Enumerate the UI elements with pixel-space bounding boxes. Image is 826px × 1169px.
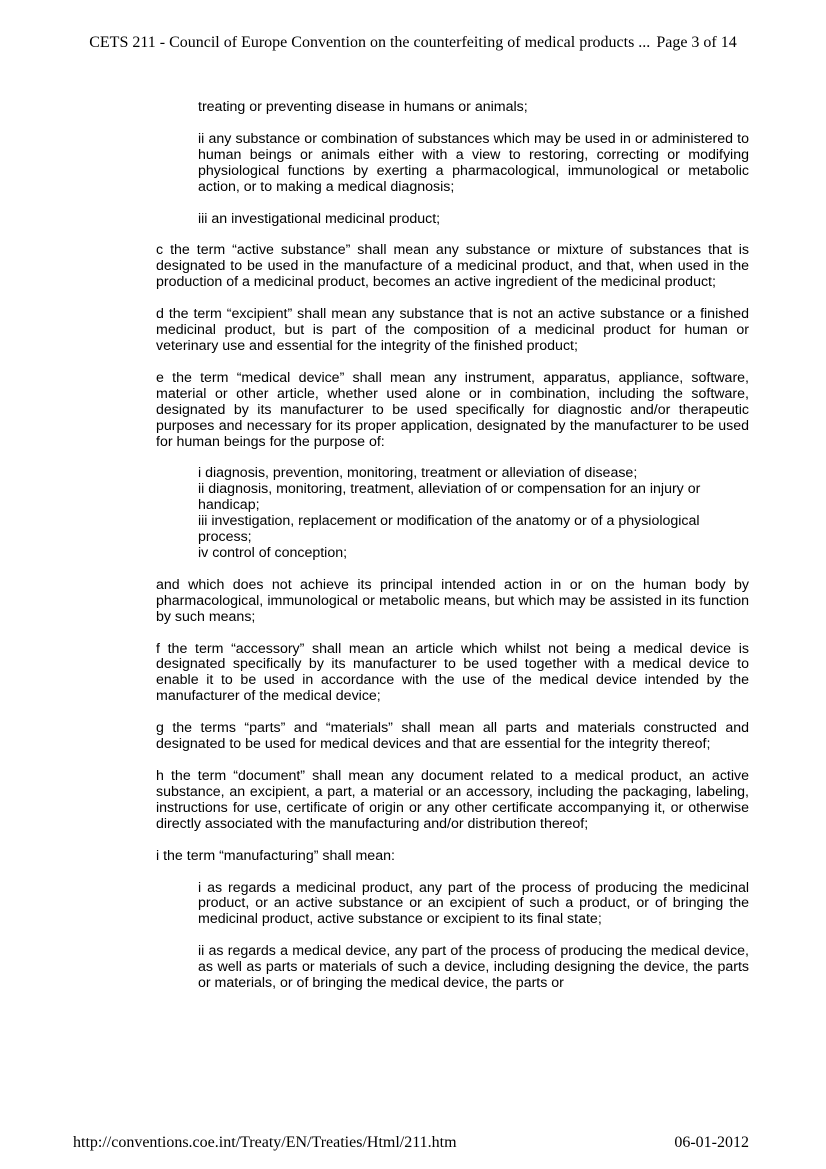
- footer-url: http://conventions.coe.int/Treaty/EN/Treaties/Html/211.htm: [73, 1134, 457, 1151]
- paragraph-f: f the term “accessory” shall mean an article which whilst not being a medical device is designated specifically by its manufacturer to be used together with a medical device to enable it to be used in accordance with the use of the medical device intended by the manufacturer of the medical device;: [156, 640, 749, 705]
- list-item: iv control of conception;: [198, 544, 348, 561]
- paragraph-e-tail: and which does not achieve its principal intended action in or on the human body by pharmacological, immunological or metabolic means, but which may be assisted in its function by such means;: [156, 576, 749, 625]
- list-item: iii investigation, replacement or modification of the anatomy or of a physiological process;: [198, 513, 700, 546]
- list-item: ii diagnosis, monitoring, treatment, alleviation of or compensation for an injury or handicap;: [198, 481, 701, 514]
- paragraph-b-iii: iii an investigational medicinal product;: [198, 210, 441, 227]
- paragraph-d: d the term “excipient” shall mean any substance that is not an active substance or a finished medicinal product, but is part of the composition of a medicinal product for human or veterinary use and essential for the integrity of the finished product;: [156, 306, 749, 354]
- page-header: [0, 33, 826, 53]
- footer-date: 06-01-2012: [674, 1134, 749, 1151]
- paragraph-e-list: [198, 466, 749, 561]
- paragraph-g: g the terms “parts” and “materials” shall mean all parts and materials constructed and designated to be used for medical devices and that are essential for the integrity thereof;: [156, 720, 749, 753]
- document-body: [156, 100, 749, 992]
- header-title: CETS 211 - Council of Europe Convention on the counterfeiting of medical products ...: [89, 34, 651, 51]
- paragraph-b-continuation: treating or preventing disease in humans or animals;: [198, 99, 528, 115]
- paragraph-i-i: i as regards a medicinal product, any part of the process of producing the medicinal product, or an active substance or an excipient of such a product, or of bringing the medicinal product, active substance or excipient to its final state;: [198, 879, 749, 928]
- header-page-number: Page 3 of 14: [656, 34, 737, 51]
- paragraph-i-ii: ii as regards a medical device, any part of the process of producing the medical device, as well as parts or materials of such a device, including designing the device, the parts or materials, or of bringing the medical device, the parts or: [198, 943, 749, 992]
- paragraph-b-ii: ii any substance or combination of substances which may be used in or administered to human beings or animals either with a view to restoring, correcting or modifying physiological functions by exerting a pharmacological, immunological or metabolic action, or to making a medical diagnosis;: [198, 130, 749, 195]
- paragraph-h: h the term “document” shall mean any document related to a medical product, an active substance, an excipient, a part, a material or an accessory, including the packaging, labeling, instructions for use, certificate of origin or any other certificate accompanying it, or otherwise directly associated with the manufacturing and/or distribution thereof;: [156, 768, 749, 832]
- paragraph-c: c the term “active substance” shall mean any substance or mixture of substances that is designated to be used in the manufacture of a medicinal product, and that, when used in the production of a medicinal product, becomes an active ingredient of the medicinal product;: [156, 242, 749, 291]
- page-footer: [73, 1133, 749, 1153]
- paragraph-e: e the term “medical device” shall mean any instrument, apparatus, appliance, software, material or other article, whether used alone or in combination, including the software, designated by its manufacturer to be used specifically for diagnostic and/or therapeutic purposes and necessary for its proper application, designated by the manufacturer to be used for human beings for the purpose of:: [156, 369, 749, 450]
- paragraph-i: i the term “manufacturing” shall mean:: [156, 847, 395, 864]
- list-item: i diagnosis, prevention, monitoring, treatment or alleviation of disease;: [198, 465, 638, 482]
